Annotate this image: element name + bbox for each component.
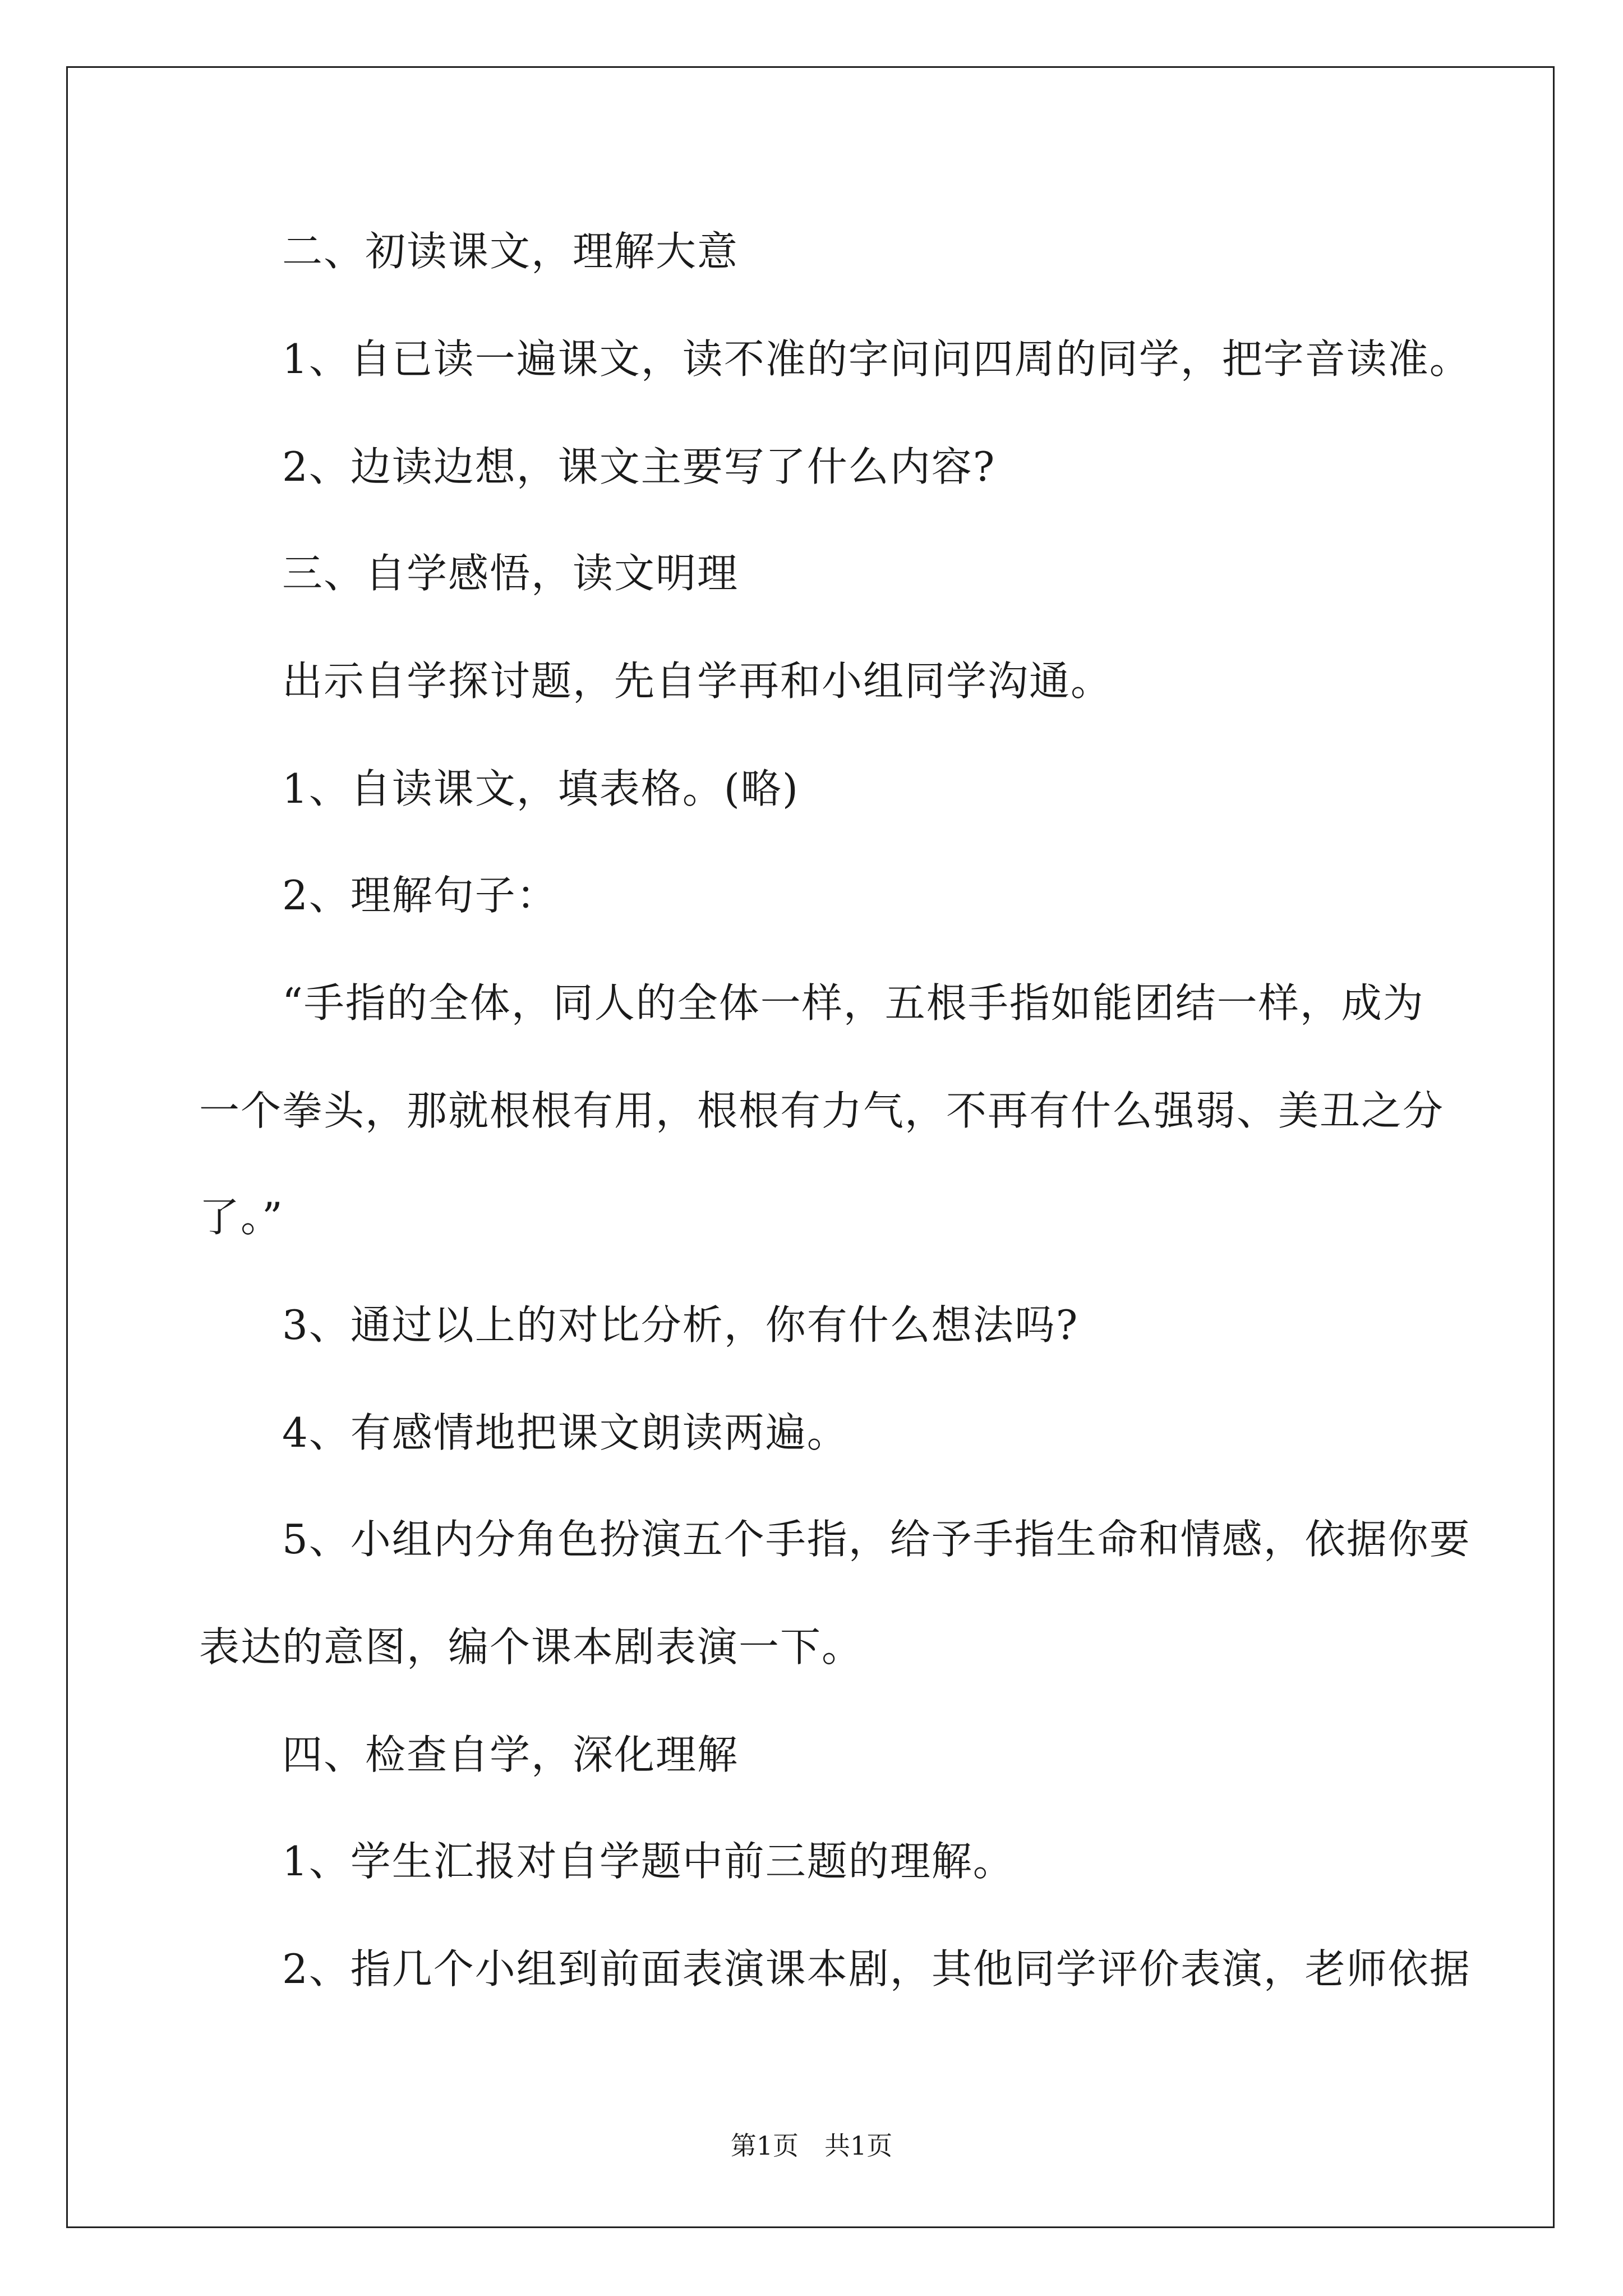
quote-line: 了。”: [199, 1194, 284, 1241]
paragraph: 1、学生汇报对自学题中前三题的理解。: [282, 1838, 1015, 1885]
heading-check-study: 四、检查自学，深化理解: [282, 1731, 739, 1778]
paragraph: 1、自已读一遍课文，读不准的字问问四周的同学，把字音读准。: [282, 335, 1471, 383]
paragraph: 2、指几个小组到前面表演课本剧，其他同学评价表演，老师依据: [282, 1945, 1471, 1993]
paragraph: 2、理解句子：: [282, 872, 558, 919]
paragraph: 4、有感情地把课文朗读两遍。: [282, 1409, 849, 1456]
page-footer: 第1页 共1页: [730, 2131, 893, 2161]
paragraph: 5、小组内分角色扮演五个手指，给予手指生命和情感，依据你要: [282, 1516, 1471, 1563]
heading-first-reading: 二、初读课文，理解大意: [282, 228, 739, 275]
heading-self-study: 三、自学感悟，读文明理: [282, 550, 739, 597]
paragraph: 3、通过以上的对比分析，你有什么想法吗?: [282, 1301, 1079, 1349]
paragraph: 出示自学探讨题，先自学再和小组同学沟通。: [282, 657, 1113, 705]
page-border: [66, 66, 1555, 2228]
quote-line: “手指的全体，同人的全体一样，五根手指如能团结一样，成为: [282, 979, 1424, 1027]
paragraph: 2、边读边想，课文主要写了什么内容?: [282, 443, 996, 490]
paragraph: 1、自读课文，填表格。(略): [282, 765, 799, 812]
paragraph: 表达的意图，编个课本剧表演一下。: [199, 1623, 864, 1671]
quote-line: 一个拳头，那就根根有用，根根有力气，不再有什么强弱、美丑之分: [199, 1087, 1445, 1134]
